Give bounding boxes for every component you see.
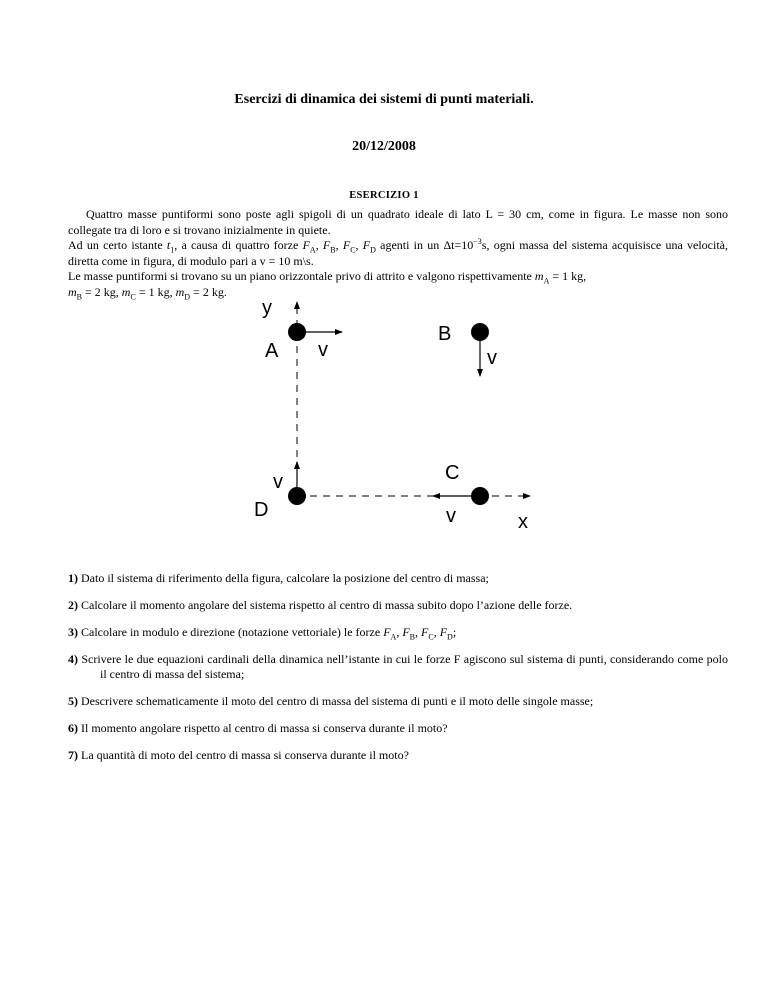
question-7 bbox=[68, 748, 728, 764]
question-number: 1) bbox=[68, 571, 78, 585]
y-axis-label: y bbox=[262, 297, 272, 319]
question-5 bbox=[68, 694, 728, 710]
question-text: Calcolare il momento angolare del sistema rispetto al centro di massa subito dopo l’azione delle forze. bbox=[81, 597, 573, 612]
question-text: Dato il sistema di riferimento della figura, calcolare la posizione del centro di massa; bbox=[81, 571, 489, 585]
question-2 bbox=[68, 598, 728, 614]
document-title: Esercizi di dinamica dei sistemi di punti materiali. bbox=[234, 92, 534, 107]
exercise-intro bbox=[68, 207, 728, 301]
question-number: 5) bbox=[68, 694, 78, 709]
question-1 bbox=[68, 571, 728, 587]
label-a: A bbox=[265, 340, 279, 362]
question-number: 6) bbox=[68, 721, 78, 736]
velocity-d-label: v bbox=[273, 471, 283, 493]
velocity-c-label: v bbox=[446, 505, 456, 527]
exercise-title: ESERCIZIO 1 bbox=[349, 190, 419, 201]
question-text: La quantità di moto del centro di massa si conserva durante il moto? bbox=[81, 747, 409, 762]
question-4 bbox=[68, 652, 728, 683]
question-number: 4) bbox=[68, 651, 78, 666]
document-date: 20/12/2008 bbox=[352, 139, 416, 154]
intro-paragraph-2: Ad un certo istante $t_1$, a causa di quattro forze $F_A$, $F_B$, $F_C$, $F_D$ agenti in un $\Delta t=10^{-3}s$, ogni massa del sistema acquisisce una velocità, diretta come in figura, di modulo pari a v = 10 m\s. bbox=[68, 237, 728, 268]
question-number: 3) bbox=[68, 624, 78, 639]
question-3: 3) Calcolare in modulo e direzione (notazione vettoriale) le forze $F_A$, $F_B$, $F_C$, $F_D$; bbox=[68, 624, 457, 642]
velocity-a-label: v bbox=[318, 339, 328, 361]
question-text: Scrivere le due equazioni cardinali della dinamica nell’istante in cui le forze F agiscono sul sistema di punti, considerando come polo il centro di massa del sistema; bbox=[81, 651, 728, 682]
masses-figure bbox=[240, 290, 560, 535]
intro-paragraph-1: Quattro masse puntiformi sono poste agli spigoli di un quadrato ideale di lato L = 30 cm, come in figura. Le masse non sono collegate tra di loro e si trovano inizialmente in quiete. bbox=[68, 207, 728, 237]
question-text: Il momento angolare rispetto al centro di massa si conserva durante il moto? bbox=[81, 721, 448, 736]
label-c: C bbox=[445, 462, 460, 484]
question-number: 7) bbox=[68, 747, 78, 762]
question-number: 2) bbox=[68, 597, 78, 612]
masses-diagram bbox=[240, 290, 560, 535]
question-6 bbox=[68, 721, 728, 737]
x-axis-label: x bbox=[518, 511, 528, 533]
velocity-b-label: v bbox=[487, 347, 497, 369]
label-b: B bbox=[438, 323, 452, 345]
question-text: Calcolare in modulo e direzione (notazione vettoriale) le forze bbox=[81, 624, 384, 639]
label-d: D bbox=[254, 499, 269, 521]
question-text: Descrivere schematicamente il moto del centro di massa del sistema di punti e il moto delle singole masse; bbox=[81, 694, 594, 709]
intro-paragraph-3: Le masse puntiformi si trovano su un piano orizzontale privo di attrito e valgono rispettivamente $m_A = 1$ kg, $m_B = 2$ kg, $m_C = 1$ kg, $m_D = 2$ kg. bbox=[68, 269, 587, 302]
questions-list bbox=[68, 571, 728, 775]
